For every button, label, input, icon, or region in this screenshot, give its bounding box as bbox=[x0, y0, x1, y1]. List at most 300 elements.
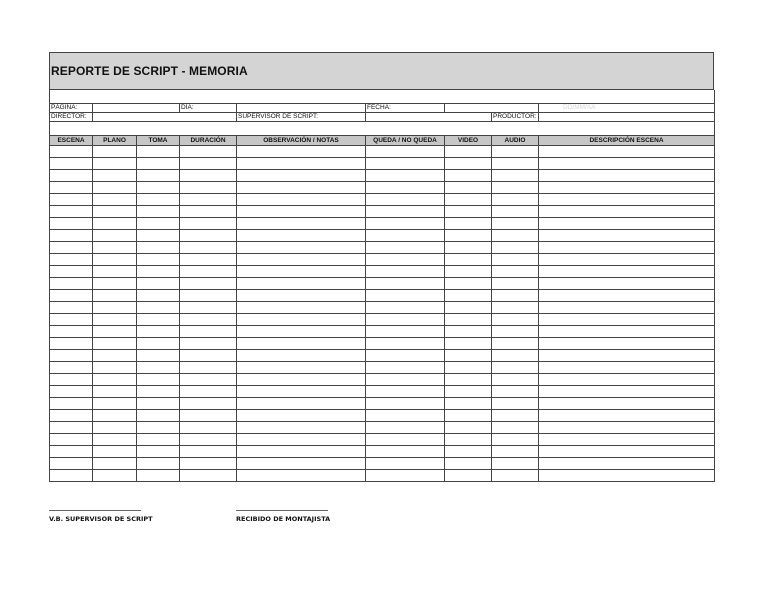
table-cell[interactable] bbox=[50, 446, 93, 458]
table-cell[interactable] bbox=[539, 410, 715, 422]
table-cell[interactable] bbox=[492, 386, 539, 398]
table-cell[interactable] bbox=[180, 434, 237, 446]
table-cell[interactable] bbox=[93, 158, 137, 170]
table-cell[interactable] bbox=[539, 338, 715, 350]
table-cell[interactable] bbox=[366, 314, 445, 326]
table-cell[interactable] bbox=[180, 314, 237, 326]
table-cell[interactable] bbox=[539, 326, 715, 338]
table-cell[interactable] bbox=[93, 242, 137, 254]
table-cell[interactable] bbox=[93, 410, 137, 422]
table-cell[interactable] bbox=[180, 350, 237, 362]
table-cell[interactable] bbox=[237, 182, 366, 194]
table-cell[interactable] bbox=[445, 230, 492, 242]
table-cell[interactable] bbox=[50, 266, 93, 278]
table-cell[interactable] bbox=[180, 326, 237, 338]
title-band bbox=[49, 52, 714, 90]
table-cell[interactable] bbox=[180, 146, 237, 158]
table-row bbox=[50, 398, 715, 410]
table-cell[interactable] bbox=[492, 350, 539, 362]
table-cell[interactable] bbox=[366, 254, 445, 266]
table-row bbox=[50, 338, 715, 350]
signature-supervisor-label: V.B. SUPERVISOR DE SCRIPT bbox=[49, 515, 153, 523]
table-cell[interactable] bbox=[539, 194, 715, 206]
table-cell[interactable] bbox=[93, 386, 137, 398]
table-cell[interactable] bbox=[237, 458, 366, 470]
table-cell[interactable] bbox=[539, 206, 715, 218]
table-cell[interactable] bbox=[137, 158, 180, 170]
table-cell[interactable] bbox=[366, 338, 445, 350]
table-cell[interactable] bbox=[237, 158, 366, 170]
table-cell[interactable] bbox=[445, 146, 492, 158]
table-cell[interactable] bbox=[50, 338, 93, 350]
table-cell[interactable] bbox=[50, 362, 93, 374]
table-cell[interactable] bbox=[93, 338, 137, 350]
table-cell[interactable] bbox=[137, 362, 180, 374]
table-cell[interactable] bbox=[445, 194, 492, 206]
table-cell[interactable] bbox=[50, 278, 93, 290]
table-cell[interactable] bbox=[137, 446, 180, 458]
table-cell[interactable] bbox=[445, 470, 492, 482]
table-cell[interactable] bbox=[237, 254, 366, 266]
table-cell[interactable] bbox=[137, 410, 180, 422]
table-cell[interactable] bbox=[180, 266, 237, 278]
table-cell[interactable] bbox=[180, 362, 237, 374]
table-cell[interactable] bbox=[445, 350, 492, 362]
table-cell[interactable] bbox=[492, 326, 539, 338]
table-cell[interactable] bbox=[492, 290, 539, 302]
table-cell[interactable] bbox=[137, 242, 180, 254]
table-cell[interactable] bbox=[137, 350, 180, 362]
col-escena: ESCENA bbox=[50, 136, 93, 146]
table-cell[interactable] bbox=[539, 242, 715, 254]
table-cell[interactable] bbox=[93, 326, 137, 338]
table-cell[interactable] bbox=[93, 434, 137, 446]
scene-table-body bbox=[50, 146, 715, 482]
table-cell[interactable] bbox=[137, 314, 180, 326]
table-cell[interactable] bbox=[492, 206, 539, 218]
table-cell[interactable] bbox=[539, 254, 715, 266]
table-cell[interactable] bbox=[50, 206, 93, 218]
table-cell[interactable] bbox=[492, 278, 539, 290]
table-cell[interactable] bbox=[366, 266, 445, 278]
table-cell[interactable] bbox=[445, 278, 492, 290]
table-cell[interactable] bbox=[539, 446, 715, 458]
table-cell[interactable] bbox=[50, 326, 93, 338]
table-cell[interactable] bbox=[539, 158, 715, 170]
table-cell[interactable] bbox=[237, 362, 366, 374]
table-cell[interactable] bbox=[50, 422, 93, 434]
table-cell[interactable] bbox=[50, 242, 93, 254]
table-cell[interactable] bbox=[50, 410, 93, 422]
table-cell[interactable] bbox=[180, 158, 237, 170]
table-cell[interactable] bbox=[445, 326, 492, 338]
table-cell[interactable] bbox=[137, 302, 180, 314]
table-cell[interactable] bbox=[237, 218, 366, 230]
table-cell[interactable] bbox=[50, 302, 93, 314]
table-cell[interactable] bbox=[366, 146, 445, 158]
table-cell[interactable] bbox=[237, 206, 366, 218]
table-cell[interactable] bbox=[50, 230, 93, 242]
table-cell[interactable] bbox=[237, 422, 366, 434]
table-cell[interactable] bbox=[492, 218, 539, 230]
table-cell[interactable] bbox=[93, 230, 137, 242]
table-row bbox=[50, 242, 715, 254]
table-cell[interactable] bbox=[445, 254, 492, 266]
table-row bbox=[50, 446, 715, 458]
table-cell[interactable] bbox=[137, 266, 180, 278]
table-cell[interactable] bbox=[93, 302, 137, 314]
table-cell[interactable] bbox=[180, 206, 237, 218]
director-field[interactable] bbox=[93, 113, 237, 122]
table-cell[interactable] bbox=[492, 422, 539, 434]
table-cell[interactable] bbox=[180, 386, 237, 398]
table-cell[interactable] bbox=[445, 170, 492, 182]
table-cell[interactable] bbox=[93, 170, 137, 182]
table-cell[interactable] bbox=[50, 350, 93, 362]
table-cell[interactable] bbox=[492, 266, 539, 278]
fecha-field[interactable] bbox=[445, 104, 539, 113]
table-cell[interactable] bbox=[180, 302, 237, 314]
table-cell[interactable] bbox=[366, 326, 445, 338]
table-cell[interactable] bbox=[180, 410, 237, 422]
table-cell[interactable] bbox=[539, 146, 715, 158]
table-cell[interactable] bbox=[492, 434, 539, 446]
table-cell[interactable] bbox=[93, 206, 137, 218]
table-cell[interactable] bbox=[492, 194, 539, 206]
table-cell[interactable] bbox=[366, 290, 445, 302]
table-row bbox=[50, 434, 715, 446]
signature-supervisor bbox=[49, 510, 153, 523]
signature-montajista bbox=[236, 510, 330, 523]
table-row bbox=[50, 146, 715, 158]
table-cell[interactable] bbox=[237, 146, 366, 158]
table-cell[interactable] bbox=[445, 314, 492, 326]
table-cell[interactable] bbox=[50, 470, 93, 482]
table-cell[interactable] bbox=[492, 314, 539, 326]
table-cell[interactable] bbox=[366, 470, 445, 482]
table-cell[interactable] bbox=[492, 410, 539, 422]
pagina-label: PÁGINA: bbox=[50, 104, 93, 113]
table-cell[interactable] bbox=[93, 422, 137, 434]
spacer-row-2 bbox=[50, 122, 715, 136]
productor-label: PRODUCTOR: bbox=[493, 113, 537, 120]
table-row bbox=[50, 290, 715, 302]
table-cell[interactable] bbox=[445, 182, 492, 194]
table-row bbox=[50, 362, 715, 374]
table-cell[interactable] bbox=[539, 302, 715, 314]
table-cell[interactable] bbox=[137, 230, 180, 242]
table-row bbox=[50, 326, 715, 338]
table-cell[interactable] bbox=[237, 338, 366, 350]
table-row bbox=[50, 470, 715, 482]
table-cell[interactable] bbox=[366, 278, 445, 290]
table-cell[interactable] bbox=[50, 458, 93, 470]
table-cell[interactable] bbox=[366, 434, 445, 446]
table-cell[interactable] bbox=[93, 470, 137, 482]
table-cell[interactable] bbox=[539, 314, 715, 326]
table-cell[interactable] bbox=[366, 182, 445, 194]
table-cell[interactable] bbox=[445, 398, 492, 410]
table-cell[interactable] bbox=[445, 206, 492, 218]
table-cell[interactable] bbox=[50, 374, 93, 386]
table-cell[interactable] bbox=[50, 290, 93, 302]
table-cell[interactable] bbox=[492, 458, 539, 470]
table-cell[interactable] bbox=[237, 194, 366, 206]
spacer-row bbox=[50, 90, 715, 104]
director-label: DIRECTOR: bbox=[50, 113, 93, 122]
table-cell[interactable] bbox=[137, 218, 180, 230]
table-cell[interactable] bbox=[237, 446, 366, 458]
table-cell[interactable] bbox=[93, 398, 137, 410]
productor-field[interactable] bbox=[539, 113, 715, 122]
table-cell[interactable] bbox=[237, 314, 366, 326]
table-cell[interactable] bbox=[50, 434, 93, 446]
table-cell[interactable] bbox=[237, 230, 366, 242]
table-cell[interactable] bbox=[237, 290, 366, 302]
table-cell[interactable] bbox=[93, 182, 137, 194]
table-cell[interactable] bbox=[237, 278, 366, 290]
table-cell[interactable] bbox=[539, 470, 715, 482]
table-cell[interactable] bbox=[445, 362, 492, 374]
dia-label: DÍA: bbox=[180, 104, 237, 113]
table-cell[interactable] bbox=[492, 398, 539, 410]
table-cell[interactable] bbox=[492, 470, 539, 482]
table-cell[interactable] bbox=[137, 170, 180, 182]
table-cell[interactable] bbox=[50, 254, 93, 266]
table-cell[interactable] bbox=[492, 302, 539, 314]
table-cell[interactable] bbox=[180, 374, 237, 386]
table-cell[interactable] bbox=[539, 290, 715, 302]
table-cell[interactable] bbox=[93, 374, 137, 386]
table-cell[interactable] bbox=[366, 242, 445, 254]
table-cell[interactable] bbox=[539, 278, 715, 290]
table-cell[interactable] bbox=[180, 170, 237, 182]
table-cell[interactable] bbox=[366, 206, 445, 218]
table-cell[interactable] bbox=[445, 434, 492, 446]
table-cell[interactable] bbox=[93, 278, 137, 290]
table-cell[interactable] bbox=[93, 194, 137, 206]
table-cell[interactable] bbox=[137, 194, 180, 206]
table-cell[interactable] bbox=[445, 290, 492, 302]
table-cell[interactable] bbox=[366, 398, 445, 410]
table-cell[interactable] bbox=[180, 398, 237, 410]
info-row-1 bbox=[50, 104, 715, 113]
table-cell[interactable] bbox=[366, 170, 445, 182]
table-cell[interactable] bbox=[93, 254, 137, 266]
table-cell[interactable] bbox=[492, 338, 539, 350]
table-cell[interactable] bbox=[137, 434, 180, 446]
table-cell[interactable] bbox=[445, 458, 492, 470]
table-cell[interactable] bbox=[180, 290, 237, 302]
table-cell[interactable] bbox=[539, 182, 715, 194]
table-cell[interactable] bbox=[366, 350, 445, 362]
table-cell[interactable] bbox=[137, 398, 180, 410]
table-cell[interactable] bbox=[50, 182, 93, 194]
table-cell[interactable] bbox=[445, 386, 492, 398]
table-cell[interactable] bbox=[137, 206, 180, 218]
table-cell[interactable] bbox=[492, 158, 539, 170]
table-cell[interactable] bbox=[492, 254, 539, 266]
report-sheet bbox=[49, 52, 714, 482]
table-cell[interactable] bbox=[539, 170, 715, 182]
table-cell[interactable] bbox=[539, 386, 715, 398]
table-cell[interactable] bbox=[93, 314, 137, 326]
table-row bbox=[50, 410, 715, 422]
pagina-field[interactable] bbox=[93, 104, 180, 113]
table-cell[interactable] bbox=[237, 398, 366, 410]
table-cell[interactable] bbox=[492, 170, 539, 182]
table-cell[interactable] bbox=[492, 182, 539, 194]
table-cell[interactable] bbox=[366, 458, 445, 470]
table-cell[interactable] bbox=[93, 350, 137, 362]
table-cell[interactable] bbox=[445, 266, 492, 278]
col-descripcion: DESCRIPCIÓN ESCENA bbox=[539, 136, 715, 146]
table-row bbox=[50, 158, 715, 170]
table-cell[interactable] bbox=[50, 170, 93, 182]
table-cell[interactable] bbox=[366, 386, 445, 398]
table-cell[interactable] bbox=[445, 446, 492, 458]
table-cell[interactable] bbox=[137, 422, 180, 434]
table-cell[interactable] bbox=[237, 302, 366, 314]
table-cell[interactable] bbox=[180, 422, 237, 434]
table-cell[interactable] bbox=[137, 182, 180, 194]
table-cell[interactable] bbox=[539, 422, 715, 434]
table-cell[interactable] bbox=[492, 230, 539, 242]
table-cell[interactable] bbox=[137, 458, 180, 470]
table-cell[interactable] bbox=[539, 458, 715, 470]
table-cell[interactable] bbox=[180, 218, 237, 230]
table-cell[interactable] bbox=[137, 146, 180, 158]
table-cell[interactable] bbox=[180, 194, 237, 206]
table-cell[interactable] bbox=[237, 386, 366, 398]
table-cell[interactable] bbox=[366, 158, 445, 170]
table-row bbox=[50, 278, 715, 290]
table-cell[interactable] bbox=[445, 302, 492, 314]
table-cell[interactable] bbox=[366, 302, 445, 314]
table-cell[interactable] bbox=[237, 170, 366, 182]
table-cell[interactable] bbox=[366, 230, 445, 242]
table-cell[interactable] bbox=[539, 230, 715, 242]
table-cell[interactable] bbox=[50, 314, 93, 326]
supervisor-label: SUPERVISOR DE SCRIPT: bbox=[237, 113, 366, 122]
table-cell[interactable] bbox=[180, 230, 237, 242]
supervisor-field[interactable] bbox=[366, 113, 492, 122]
table-cell[interactable] bbox=[93, 290, 137, 302]
table-row bbox=[50, 266, 715, 278]
table-cell[interactable] bbox=[445, 410, 492, 422]
table-cell[interactable] bbox=[180, 458, 237, 470]
table-cell[interactable] bbox=[180, 278, 237, 290]
table-cell[interactable] bbox=[366, 194, 445, 206]
table-cell[interactable] bbox=[237, 410, 366, 422]
table-cell[interactable] bbox=[366, 446, 445, 458]
table-cell[interactable] bbox=[180, 254, 237, 266]
table-cell[interactable] bbox=[539, 350, 715, 362]
table-row bbox=[50, 170, 715, 182]
table-cell[interactable] bbox=[445, 242, 492, 254]
table-cell[interactable] bbox=[366, 374, 445, 386]
table-cell[interactable] bbox=[539, 398, 715, 410]
col-audio: AUDIO bbox=[492, 136, 539, 146]
table-cell[interactable] bbox=[137, 326, 180, 338]
table-cell[interactable] bbox=[137, 338, 180, 350]
table-cell[interactable] bbox=[492, 374, 539, 386]
table-cell[interactable] bbox=[180, 338, 237, 350]
table-cell[interactable] bbox=[445, 338, 492, 350]
table-cell[interactable] bbox=[445, 374, 492, 386]
table-row bbox=[50, 374, 715, 386]
table-cell[interactable] bbox=[50, 386, 93, 398]
dia-field[interactable] bbox=[237, 104, 366, 113]
table-cell[interactable] bbox=[539, 218, 715, 230]
table-cell[interactable] bbox=[539, 266, 715, 278]
table-cell[interactable] bbox=[137, 470, 180, 482]
table-cell[interactable] bbox=[445, 422, 492, 434]
table-cell[interactable] bbox=[180, 182, 237, 194]
table-cell[interactable] bbox=[137, 290, 180, 302]
table-row bbox=[50, 350, 715, 362]
table-row bbox=[50, 194, 715, 206]
table-cell[interactable] bbox=[93, 266, 137, 278]
table-cell[interactable] bbox=[539, 374, 715, 386]
table-cell[interactable] bbox=[93, 218, 137, 230]
table-cell[interactable] bbox=[492, 362, 539, 374]
table-cell[interactable] bbox=[492, 242, 539, 254]
table-cell[interactable] bbox=[180, 242, 237, 254]
table-cell[interactable] bbox=[93, 458, 137, 470]
table-cell[interactable] bbox=[237, 374, 366, 386]
table-cell[interactable] bbox=[237, 326, 366, 338]
table-cell[interactable] bbox=[366, 410, 445, 422]
table-cell[interactable] bbox=[50, 398, 93, 410]
table-cell[interactable] bbox=[50, 194, 93, 206]
table-cell[interactable] bbox=[93, 446, 137, 458]
table-cell[interactable] bbox=[137, 386, 180, 398]
table-cell[interactable] bbox=[366, 362, 445, 374]
table-cell[interactable] bbox=[180, 446, 237, 458]
fecha-value[interactable]: DD/MM/AA bbox=[539, 104, 715, 113]
table-row bbox=[50, 254, 715, 266]
table-cell[interactable] bbox=[237, 434, 366, 446]
table-cell[interactable] bbox=[50, 158, 93, 170]
table-cell[interactable] bbox=[180, 470, 237, 482]
table-cell[interactable] bbox=[237, 242, 366, 254]
table-cell[interactable] bbox=[137, 374, 180, 386]
table-cell[interactable] bbox=[539, 434, 715, 446]
table-cell[interactable] bbox=[445, 218, 492, 230]
table-cell[interactable] bbox=[93, 146, 137, 158]
table-cell[interactable] bbox=[445, 158, 492, 170]
table-cell[interactable] bbox=[366, 422, 445, 434]
table-cell[interactable] bbox=[50, 146, 93, 158]
table-cell[interactable] bbox=[237, 266, 366, 278]
table-row bbox=[50, 302, 715, 314]
table-cell[interactable] bbox=[50, 218, 93, 230]
table-cell[interactable] bbox=[492, 146, 539, 158]
table-cell[interactable] bbox=[137, 278, 180, 290]
table-cell[interactable] bbox=[366, 218, 445, 230]
table-cell[interactable] bbox=[137, 254, 180, 266]
table-cell[interactable] bbox=[492, 446, 539, 458]
fecha-label: FECHA: bbox=[366, 104, 445, 113]
table-cell[interactable] bbox=[93, 362, 137, 374]
scene-table bbox=[49, 135, 715, 482]
table-cell[interactable] bbox=[237, 350, 366, 362]
col-duracion: DURACIÓN bbox=[180, 136, 237, 146]
table-cell[interactable] bbox=[237, 470, 366, 482]
table-row bbox=[50, 206, 715, 218]
table-cell[interactable] bbox=[539, 362, 715, 374]
